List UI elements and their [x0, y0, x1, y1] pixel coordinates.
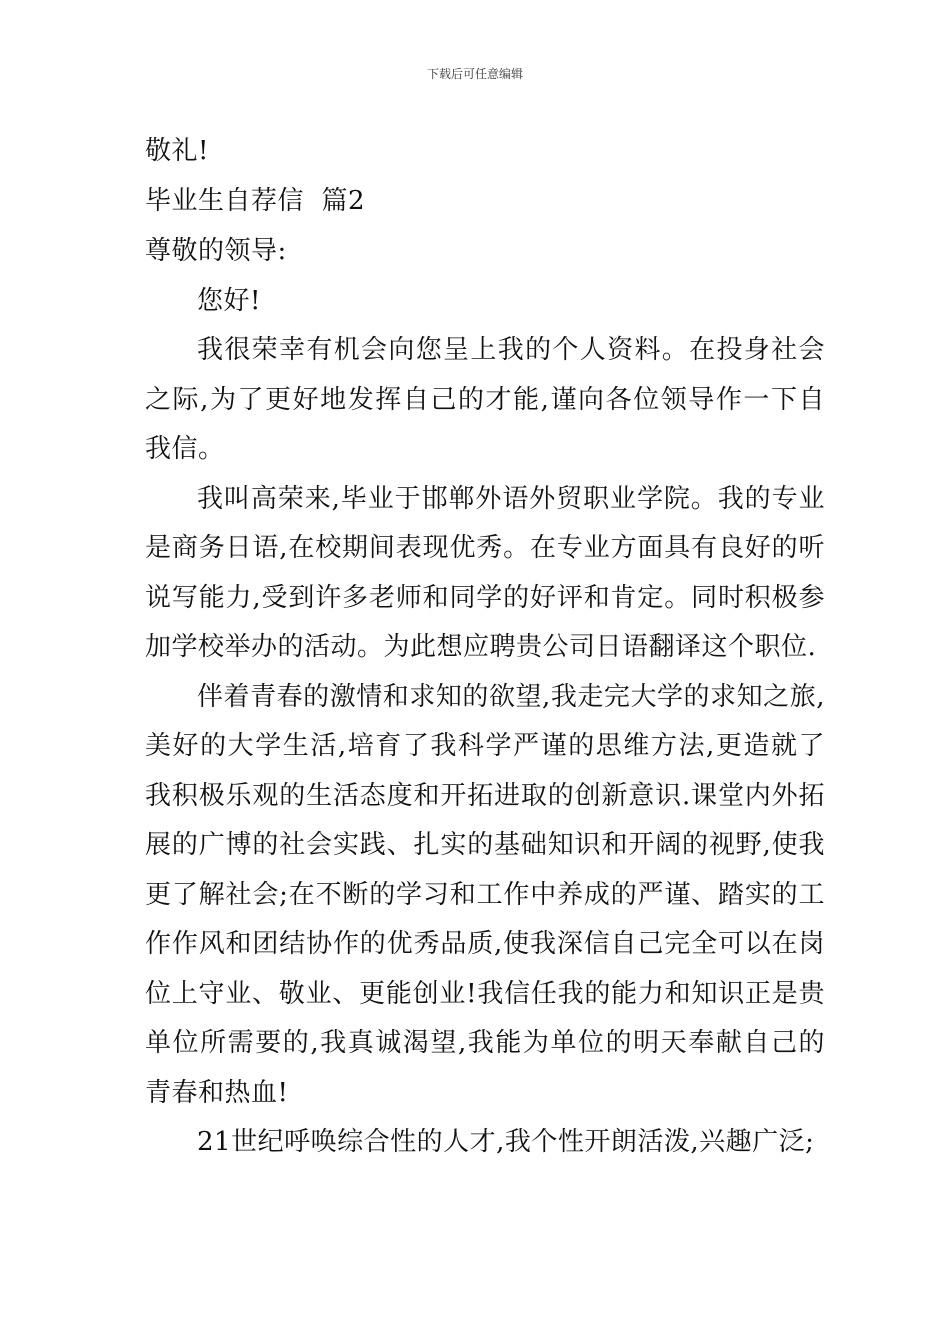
paragraph-background: 我叫高荣来,毕业于邯郸外语外贸职业学院。我的专业是商务日语,在校期间表现优秀。在专业方面具有良好的听说写能力,受到许多老师和同学的好评和肯定。同时积极参加学校举办的活动。为此想应聘贵公司日语翻译这个职位.: [145, 483, 825, 662]
salutation: 尊敬的领导:: [145, 236, 287, 266]
section-title: 毕业生自荐信 篇2: [145, 186, 366, 216]
page-header-note: 下载后可任意编辑: [426, 67, 523, 81]
paragraph-personality: 21世纪呼唤综合性的人才,我个性开朗活泼,兴趣广泛;: [197, 1127, 815, 1157]
greeting: 您好!: [197, 286, 261, 316]
paragraph-intro: 我很荣幸有机会向您呈上我的个人资料。在投身社会之际,为了更好地发挥自己的才能,谨向各位领导作一下自我信。: [145, 335, 825, 464]
paragraph-qualities: 伴着青春的激情和求知的欲望,我走完大学的求知之旅,美好的大学生活,培育了我科学严谨的思维方法,更造就了我积极乐观的生活态度和开拓进取的创新意识.课堂内外拓展的广博的社会实践、扎实的基础知识和开阔的视野,使我更了解社会;在不断的学习和工作中养成的严谨、踏实的工作作风和团结协作的优秀品质,使我深信自己完全可以在岗位上守业、敬业、更能创业!我信任我的能力和知识正是贵单位所需要的,我真诚渴望,我能为单位的明天奉献自己的青春和热血!: [145, 681, 825, 1108]
letter-body: [145, 126, 825, 1168]
closing-line: 敬礼!: [145, 136, 209, 166]
